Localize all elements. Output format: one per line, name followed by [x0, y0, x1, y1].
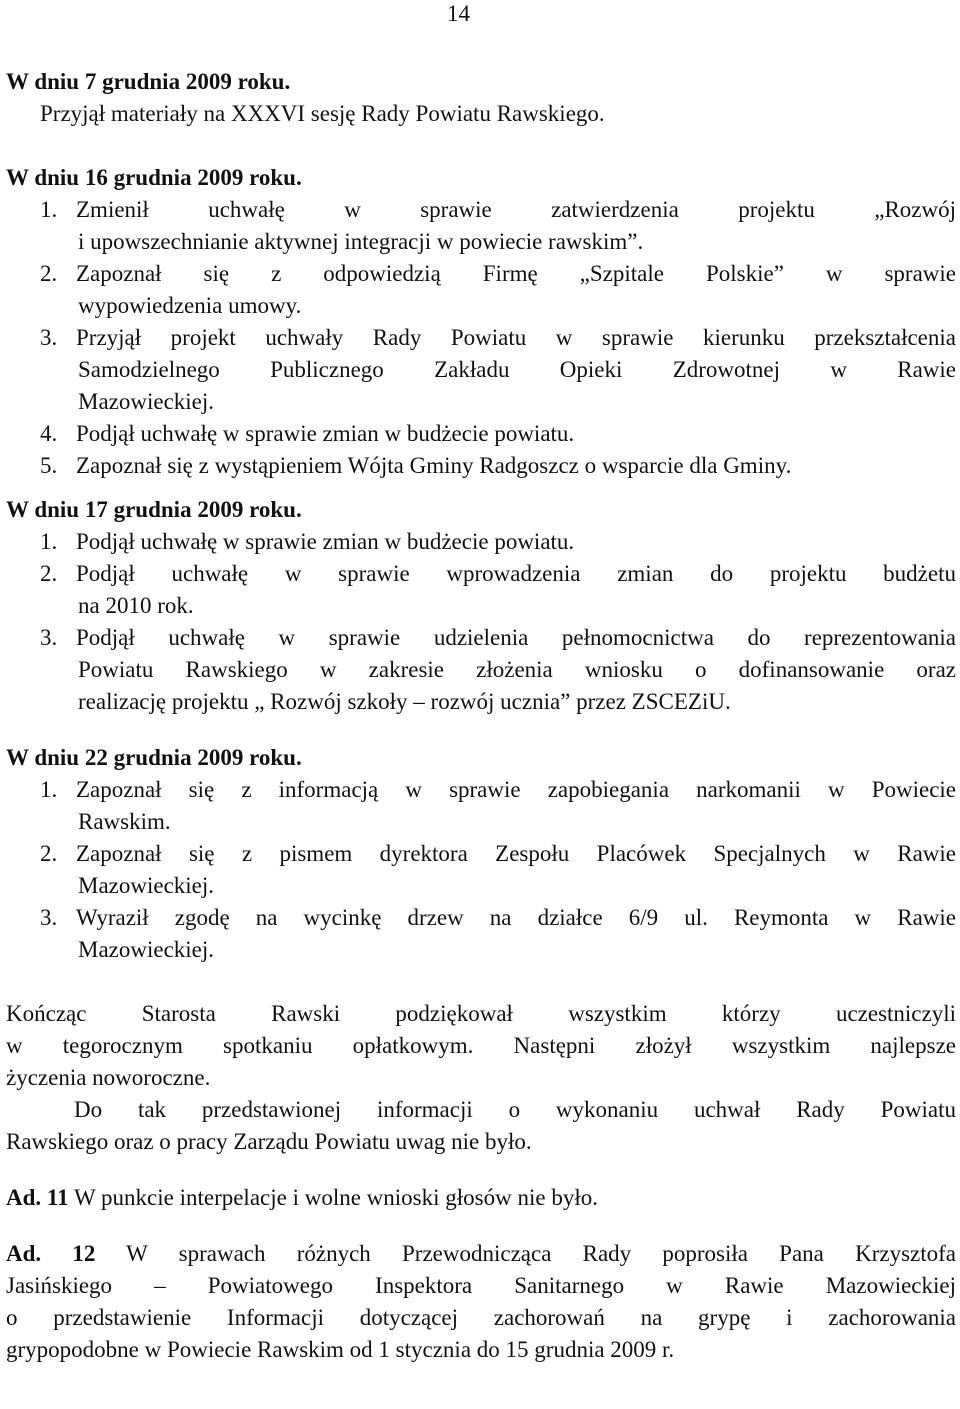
list-item: [6, 418, 956, 450]
item-number: 5.: [40, 453, 58, 478]
item-text: Zapoznał się z wystąpieniem Wójta Gminy Radgoszcz o wsparcie dla Gminy.: [76, 453, 792, 478]
item-number: 3.: [40, 625, 58, 650]
agenda-label: Ad. 11: [6, 1185, 69, 1210]
item-number: 1.: [40, 529, 58, 554]
item-text: Zapoznał się z pismem dyrektora Zespołu Placówek Specjalnych w Rawie: [76, 841, 956, 866]
spacer: [6, 130, 956, 162]
item-number: 4.: [40, 421, 58, 446]
item-text-continued: realizację projektu „ Rozwój szkoły – rozwój ucznia” przez ZSCEZiU.: [78, 689, 731, 714]
item-text-continued: Mazowieckiej.: [78, 873, 215, 898]
item-number: 3.: [40, 905, 58, 930]
list-item: [6, 322, 956, 354]
item-number: 2.: [40, 561, 58, 586]
item-text: Podjął uchwałę w sprawie zmian w budżecie powiatu.: [76, 529, 575, 554]
section-heading: W dniu 7 grudnia 2009 roku.: [6, 69, 291, 94]
item-text: Wyraził zgodę na wycinkę drzew na działce 6/9 ul. Reymonta w Rawie: [76, 905, 956, 930]
list-item: [6, 558, 956, 590]
item-text-continued: Samodzielnego Publicznego Zakładu Opieki Zdrowotnej w Rawie: [78, 357, 956, 382]
section-intro: Przyjął materiały na XXXVI sesję Rady Powiatu Rawskiego.: [40, 101, 605, 126]
item-number: 3.: [40, 325, 58, 350]
list-item: [6, 194, 956, 226]
list-item: [6, 838, 956, 870]
list-item: [6, 258, 956, 290]
agenda-text-continued: o przedstawienie Informacji dotyczącej zachorowań na grypę i zachorowania: [6, 1305, 956, 1330]
spacer: [6, 1214, 956, 1238]
spacer: [6, 482, 956, 494]
item-text: Podjął uchwałę w sprawie udzielenia pełnomocnictwa do reprezentowania: [76, 625, 956, 650]
section-heading: W dniu 17 grudnia 2009 roku.: [6, 497, 302, 522]
item-number: 1.: [40, 197, 58, 222]
agenda-point-12: [6, 1238, 956, 1270]
item-text-continued: wypowiedzenia umowy.: [78, 293, 302, 318]
item-text-continued: i upowszechnianie aktywnej integracji w powiecie rawskim”.: [78, 229, 644, 254]
list-item: [6, 622, 956, 654]
item-text: Zmienił uchwałę w sprawie zatwierdzenia projektu „Rozwój: [76, 197, 956, 222]
list-item: [6, 902, 956, 934]
agenda-label: Ad.: [6, 1241, 42, 1266]
closing-paragraph-line: w tegorocznym spotkaniu opłatkowym. Następni złożył wszystkim najlepsze: [6, 1033, 956, 1058]
item-number: 2.: [40, 261, 58, 286]
closing-paragraph-line: Do tak przedstawionej informacji o wykonaniu uchwał Rady Powiatu: [74, 1097, 956, 1122]
agenda-point-11: [6, 1182, 956, 1214]
item-text: Zapoznał się z odpowiedzią Firmę „Szpitale Polskie” w sprawie: [76, 261, 956, 286]
document-body: [6, 66, 956, 1366]
agenda-text-continued: grypopodobne w Powiecie Rawskim od 1 stycznia do 15 grudnia 2009 r.: [6, 1337, 675, 1362]
closing-paragraph-line: życzenia noworoczne.: [6, 1065, 211, 1090]
item-text: Podjął uchwałę w sprawie zmian w budżecie powiatu.: [76, 421, 575, 446]
agenda-text: W punkcie interpelacje i wolne wnioski głosów nie było.: [68, 1185, 598, 1210]
list-item: [6, 526, 956, 558]
section-heading: W dniu 16 grudnia 2009 roku.: [6, 165, 302, 190]
item-number: 2.: [40, 841, 58, 866]
spacer: [6, 718, 956, 742]
item-text-continued: Rawskim.: [78, 809, 171, 834]
item-text-continued: Mazowieckiej.: [78, 389, 215, 414]
section-heading: W dniu 22 grudnia 2009 roku.: [6, 745, 302, 770]
item-text: Podjął uchwałę w sprawie wprowadzenia zmian do projektu budżetu: [76, 561, 956, 586]
item-text: Zapoznał się z informacją w sprawie zapobiegania narkomanii w Powiecie: [76, 777, 956, 802]
agenda-text-continued: Jasińskiego – Powiatowego Inspektora Sanitarnego w Rawie Mazowieckiej: [6, 1273, 956, 1298]
closing-paragraph-line: Kończąc Starosta Rawski podziękował wszystkim którzy uczestniczyli: [6, 1001, 956, 1026]
spacer: [6, 1158, 956, 1182]
item-number: 1.: [40, 777, 58, 802]
closing-paragraph-line: Rawskiego oraz o pracy Zarządu Powiatu uwag nie było.: [6, 1129, 532, 1154]
agenda-number: 12: [72, 1241, 96, 1266]
list-item: [6, 450, 956, 482]
spacer: [6, 966, 956, 998]
item-text: Przyjął projekt uchwały Rady Powiatu w sprawie kierunku przekształcenia: [76, 325, 956, 350]
page-number: 14: [447, 1, 470, 26]
agenda-text: W sprawach różnych Przewodnicząca Rady poprosiła Pana Krzysztofa: [126, 1241, 956, 1266]
item-text-continued: Mazowieckiej.: [78, 937, 215, 962]
item-text-continued: na 2010 rok.: [78, 593, 194, 618]
item-text-continued: Powiatu Rawskiego w zakresie złożenia wniosku o dofinansowanie oraz: [78, 657, 956, 682]
list-item: [6, 774, 956, 806]
